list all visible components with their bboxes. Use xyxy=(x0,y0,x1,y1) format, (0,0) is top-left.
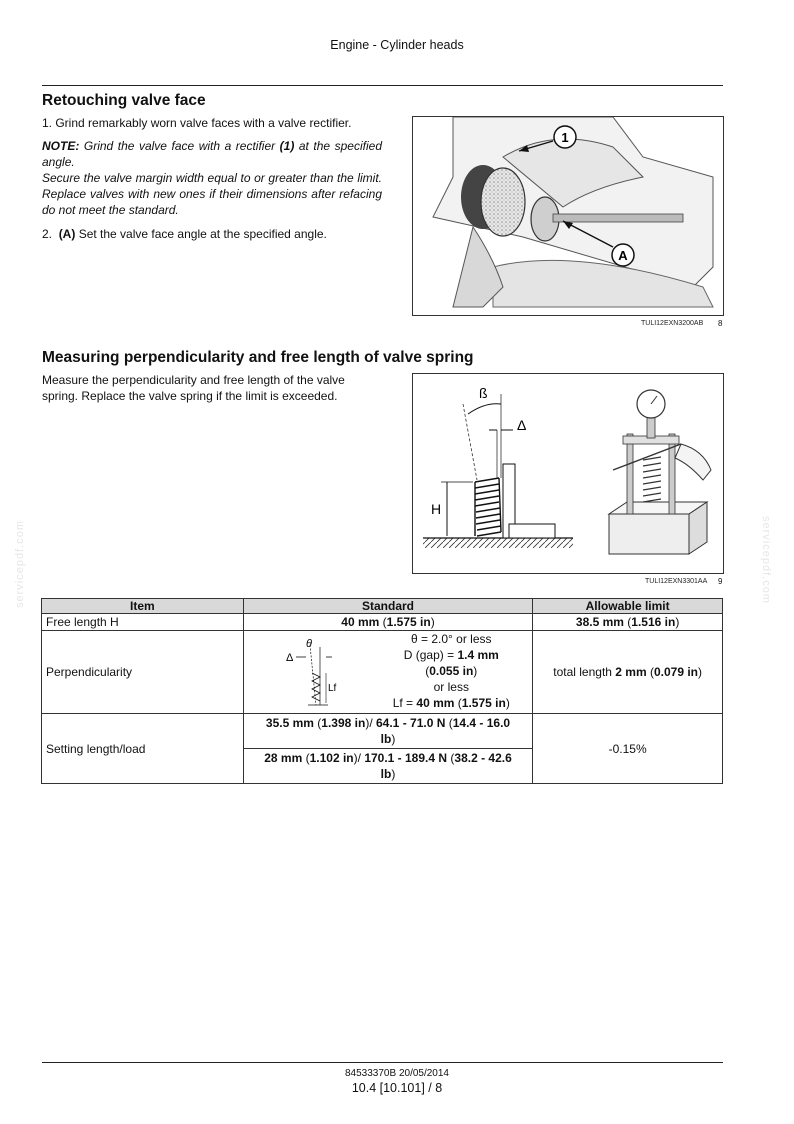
paren: ) xyxy=(473,664,478,678)
callout-a-label: A xyxy=(618,248,628,263)
step-2 xyxy=(42,226,387,242)
note-ref: (1) xyxy=(279,139,295,153)
lf-label: Lf = xyxy=(392,696,417,710)
gap-value-in xyxy=(376,663,526,679)
col-header-item: Item xyxy=(42,599,244,614)
col-header-limit: Allowable limit xyxy=(533,599,723,614)
diagram-delta: Δ xyxy=(285,652,294,664)
s1c: 1.398 in xyxy=(321,716,366,730)
figure-8-code: TULI12EXN3200AB xyxy=(641,320,704,327)
section-title-perpendicularity: Measuring perpendicularity and free length of valve spring xyxy=(42,349,474,366)
s2g: 38.2 - 42.6 lb xyxy=(380,751,512,781)
s1e: 64.1 - 71.0 N xyxy=(376,716,446,730)
header-rule xyxy=(42,85,723,86)
diagram-lf: Lf xyxy=(327,683,337,694)
figure-valve-rectifier xyxy=(412,116,724,316)
perpendicularity-spec-text xyxy=(376,631,526,711)
figure-8-number: 8 xyxy=(718,319,723,328)
sep: )/ xyxy=(365,716,376,730)
paren: ( xyxy=(646,665,654,679)
s1a: 35.5 mm xyxy=(265,716,314,730)
paren: ) xyxy=(391,732,396,746)
page-header: Engine - Cylinder heads xyxy=(330,38,464,52)
gap-value: 1.4 mm xyxy=(457,648,499,662)
footer-page-number: 10.4 [10.101] / 8 xyxy=(351,1081,443,1095)
row-free-length-standard xyxy=(243,614,533,631)
lf-mm: 40 mm xyxy=(416,696,455,710)
paren: ) xyxy=(505,696,510,710)
setting-spec-1 xyxy=(244,714,533,749)
spec-table xyxy=(41,598,723,784)
note-text: Grind the valve face with a rectifier xyxy=(79,139,280,153)
callout-1-label: 1 xyxy=(561,130,569,145)
setting-spec-2 xyxy=(244,749,533,783)
limit-label: total length xyxy=(553,665,616,679)
section-2-paragraph: Measure the perpendicularity and free length of the valve spring. Replace the valve spring if the limit is exceeded. xyxy=(42,373,345,403)
paren: ) xyxy=(675,615,680,629)
paren: ( xyxy=(623,615,632,629)
table-row xyxy=(42,614,723,631)
table-row xyxy=(42,714,723,784)
paren: ( xyxy=(425,664,430,678)
step-2-number: 2. xyxy=(42,227,53,241)
row-setting-limit: -0.15% xyxy=(533,714,723,784)
watermark-left: servicepdf.com xyxy=(14,520,26,608)
limit-mm: 2 mm xyxy=(615,665,647,679)
paren: ( xyxy=(445,716,453,730)
valve-rectifier-illustration xyxy=(413,117,723,315)
note-label: NOTE: xyxy=(42,139,80,153)
row-free-length-item: Free length H xyxy=(42,614,244,631)
or-less: or less xyxy=(433,680,469,694)
std-value: 40 mm xyxy=(341,615,380,629)
std-value-in: 1.575 in xyxy=(386,615,431,629)
gap-label: D (gap) = xyxy=(403,648,458,662)
row-setting-item: Setting length/load xyxy=(42,714,244,784)
note-block xyxy=(42,138,382,218)
row-perpendicularity-item: Perpendicularity xyxy=(42,631,244,714)
beta-label: ß xyxy=(479,385,488,401)
figure-9-code: TULI12EXN3301AA xyxy=(645,578,708,585)
limit-inch: 0.079 in xyxy=(653,665,699,679)
limit-value: 38.5 mm xyxy=(575,615,624,629)
note-line2: Secure the valve margin width equal to or greater than the limit. Replace valves with new ones if their dimensions after refacing do not meet the standard. xyxy=(42,171,382,217)
row-free-length-limit xyxy=(533,614,723,631)
s2e: 170.1 - 189.4 N xyxy=(364,751,448,765)
row-setting-standard xyxy=(243,714,533,784)
footer-rule xyxy=(42,1062,723,1063)
limit-value-in: 1.516 in xyxy=(631,615,676,629)
row-perpendicularity-limit xyxy=(533,631,723,714)
diagram-theta: θ xyxy=(305,638,312,650)
watermark-right: servicepdf.com xyxy=(760,516,772,604)
figure-valve-spring xyxy=(412,373,724,574)
paren: ) xyxy=(391,767,396,781)
gap-limit xyxy=(376,647,526,663)
sep: )/ xyxy=(353,751,365,765)
lf-value xyxy=(376,695,526,711)
table-header-row xyxy=(42,599,723,614)
section-title-retouching: Retouching valve face xyxy=(42,92,206,109)
s1g: 14.4 - 16.0 lb xyxy=(380,716,511,746)
footer-doc-id: 84533370B 20/05/2014 xyxy=(345,1068,449,1079)
paren: ( xyxy=(447,751,455,765)
paren: ) xyxy=(430,615,435,629)
row-perpendicularity-standard xyxy=(243,631,533,714)
perpendicularity-diagram xyxy=(282,637,352,709)
delta-label: Δ xyxy=(517,417,527,433)
step-1: 1. Grind remarkably worn valve faces with a valve rectifier. xyxy=(42,116,352,130)
col-header-standard: Standard xyxy=(243,599,533,614)
s2a: 28 mm xyxy=(264,751,303,765)
gap-inch: 0.055 in xyxy=(429,664,474,678)
table-row xyxy=(42,631,723,714)
paren: ) xyxy=(698,665,703,679)
lf-inch: 1.575 in xyxy=(461,696,506,710)
paren: ( xyxy=(313,716,322,730)
step-2-ref: (A) xyxy=(58,227,76,241)
valve-spring-illustration xyxy=(413,374,723,573)
h-label: H xyxy=(431,501,442,517)
paren: ( xyxy=(379,615,387,629)
theta-limit: θ = 2.0° or less xyxy=(411,632,492,646)
paren: ( xyxy=(302,751,310,765)
step-2-text: Set the valve face angle at the specified angle. xyxy=(75,227,327,241)
note-tail: at the specified angle. xyxy=(42,139,382,169)
figure-9-number: 9 xyxy=(718,577,723,586)
paren: ( xyxy=(454,696,462,710)
s2c: 1.102 in xyxy=(309,751,354,765)
